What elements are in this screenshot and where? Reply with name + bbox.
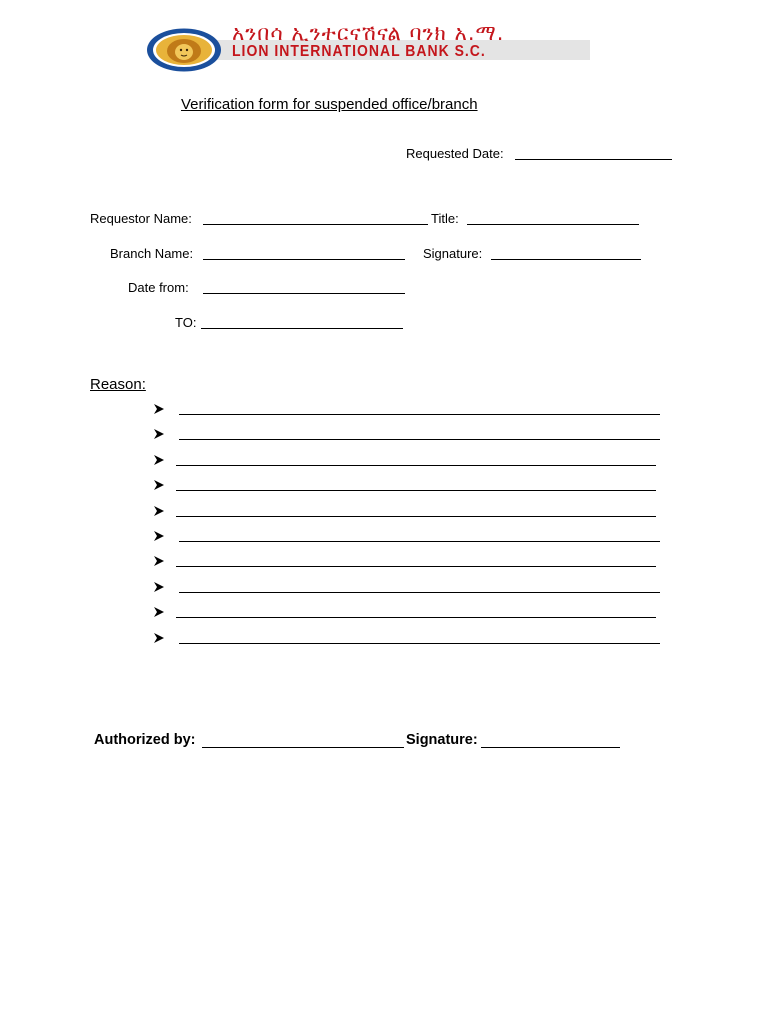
arrowhead-bullet-icon <box>152 529 166 543</box>
arrowhead-bullet-icon <box>152 402 166 416</box>
requested-date-field[interactable] <box>515 159 672 160</box>
title-label: Title: <box>431 211 459 226</box>
reason-line-field[interactable] <box>179 643 660 644</box>
arrowhead-bullet-icon <box>152 580 166 594</box>
bank-name: LION INTERNATIONAL BANK S.C. <box>232 41 486 60</box>
reason-line-field[interactable] <box>176 465 656 466</box>
signature-field[interactable] <box>491 259 641 260</box>
reason-line-field[interactable] <box>176 566 656 567</box>
arrowhead-bullet-icon <box>152 504 166 518</box>
date-from-label: Date from: <box>128 280 189 295</box>
reason-line-field[interactable] <box>176 490 656 491</box>
authorized-by-label: Authorized by: <box>94 732 196 748</box>
arrowhead-bullet-icon <box>152 631 166 645</box>
reason-line-field[interactable] <box>176 617 656 618</box>
authorized-by-field[interactable] <box>202 747 404 748</box>
arrowhead-bullet-icon <box>152 554 166 568</box>
form-title: Verification form for suspended office/branch <box>181 96 478 113</box>
authorized-signature-label: Signature: <box>406 732 478 748</box>
reason-heading: Reason: <box>90 376 146 393</box>
bank-name-amharic: አንበሳ ኢንተርናሽናል ባንክ አ.ማ. <box>232 21 505 45</box>
arrowhead-bullet-icon <box>152 478 166 492</box>
branch-name-label: Branch Name: <box>110 246 194 261</box>
lion-emblem-icon <box>146 28 222 72</box>
branch-name-field[interactable] <box>203 259 405 260</box>
arrowhead-bullet-icon <box>152 453 166 467</box>
authorized-signature-field[interactable] <box>481 747 620 748</box>
reason-line-field[interactable] <box>176 516 656 517</box>
date-from-field[interactable] <box>203 293 405 294</box>
arrowhead-bullet-icon <box>152 427 166 441</box>
to-label: TO: <box>175 315 197 330</box>
to-field[interactable] <box>201 328 403 329</box>
title-field[interactable] <box>467 224 639 225</box>
signature-label: Signature: <box>423 246 483 261</box>
reason-line-field[interactable] <box>179 414 660 415</box>
requestor-name-label: Requestor Name: <box>90 211 192 226</box>
requestor-name-field[interactable] <box>203 224 428 225</box>
reason-line-field[interactable] <box>179 592 660 593</box>
reason-line-field[interactable] <box>179 541 660 542</box>
requested-date-label: Requested Date: <box>406 146 504 161</box>
reason-line-field[interactable] <box>179 439 660 440</box>
arrowhead-bullet-icon <box>152 605 166 619</box>
